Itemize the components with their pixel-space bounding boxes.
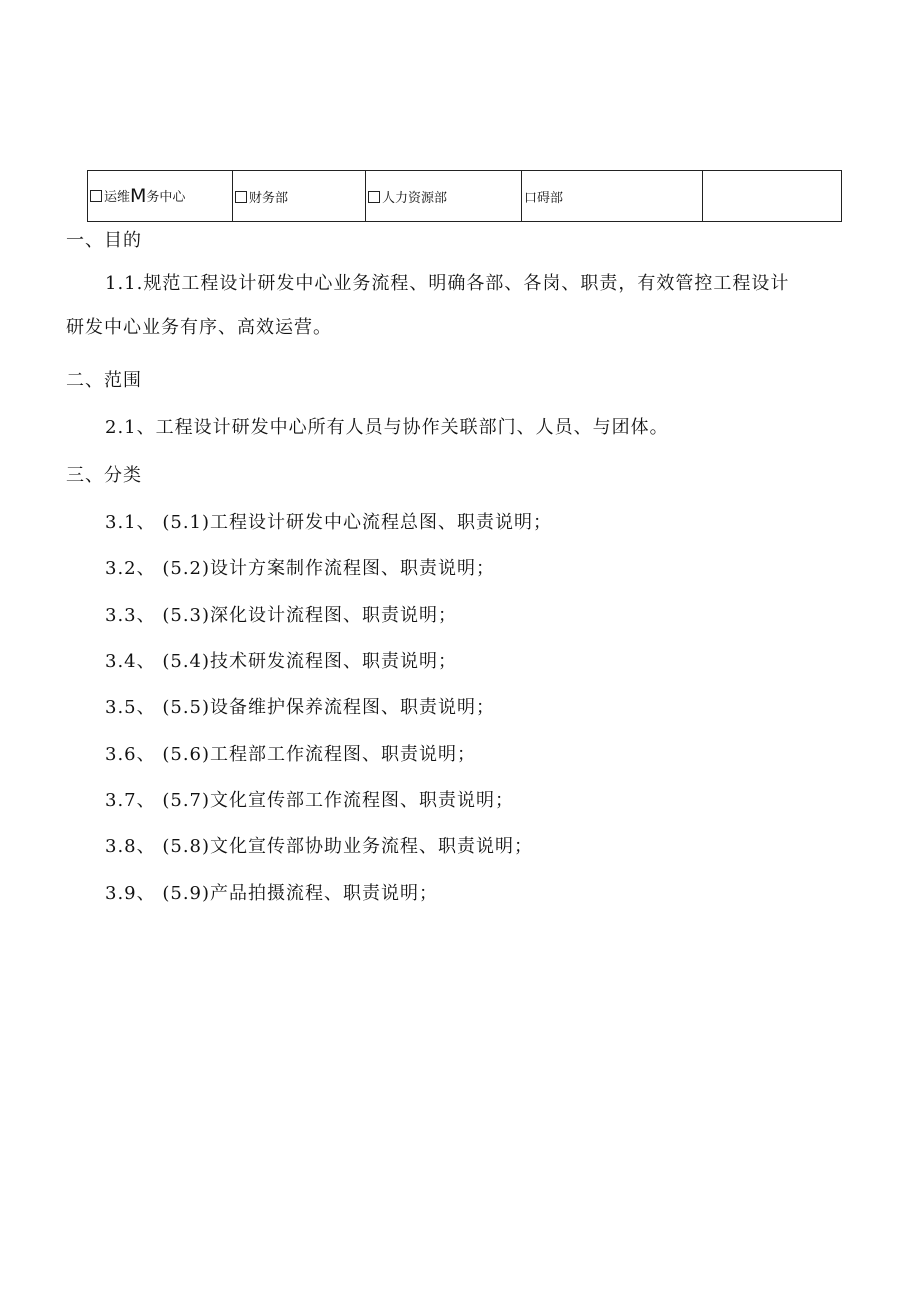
dept-cell-hr [366,171,522,222]
dept-cell-operations [88,171,233,222]
list-item: 3.7、 (5.7)文化宣传部工作流程图、职责说明； [105,790,515,811]
checkbox-icon[interactable] [235,191,247,203]
dept-cell-other [522,171,703,222]
list-item: 3.3、 (5.3)深化设计流程图、职责说明； [105,605,458,626]
list-item: 3.2、 (5.2)设计方案制作流程图、职责说明； [105,558,496,579]
paragraph-2-1: 2.1、工程设计研发中心所有人员与协作关联部门、人员、与团体。 [105,417,669,438]
list-item: 3.5、 (5.5)设备维护保养流程图、职责说明； [105,697,496,718]
dept-label: 财务部 [249,190,289,206]
dept-cell-empty [703,171,842,222]
checkbox-icon[interactable] [90,190,102,202]
dept-label-big-letter: M [130,185,147,207]
list-item: 3.8、 (5.8)文化宣传部协助业务流程、职责说明； [105,836,534,857]
checkbox-icon[interactable] [368,191,380,203]
dept-label-suffix: 务中心 [146,190,186,205]
dept-label-prefix: 运维 [104,190,131,205]
dept-label: 口碍部 [524,190,564,206]
list-item: 3.1、 (5.1)工程设计研发中心流程总图、职责说明； [105,512,553,533]
dept-label: 人力资源部 [382,190,448,206]
paragraph-1-1-line1: 1.1.规范工程设计研发中心业务流程、明确各部、各岗、职责，有效管控工程设计 [105,273,790,294]
list-item: 3.4、 (5.4)技术研发流程图、职责说明； [105,651,458,672]
dept-cell-finance [233,171,366,222]
paragraph-1-1-line2: 研发中心业务有序、高效运营。 [66,317,332,338]
section-heading-classification: 三、分类 [66,465,142,486]
list-item: 3.9、 (5.9)产品拍摄流程、职责说明； [105,883,439,904]
department-row [88,171,842,222]
section-heading-purpose: 一、目的 [66,230,142,251]
department-checkbox-table [87,170,842,222]
section-heading-scope: 二、范围 [66,370,142,391]
list-item: 3.6、 (5.6)工程部工作流程图、职责说明； [105,744,477,765]
